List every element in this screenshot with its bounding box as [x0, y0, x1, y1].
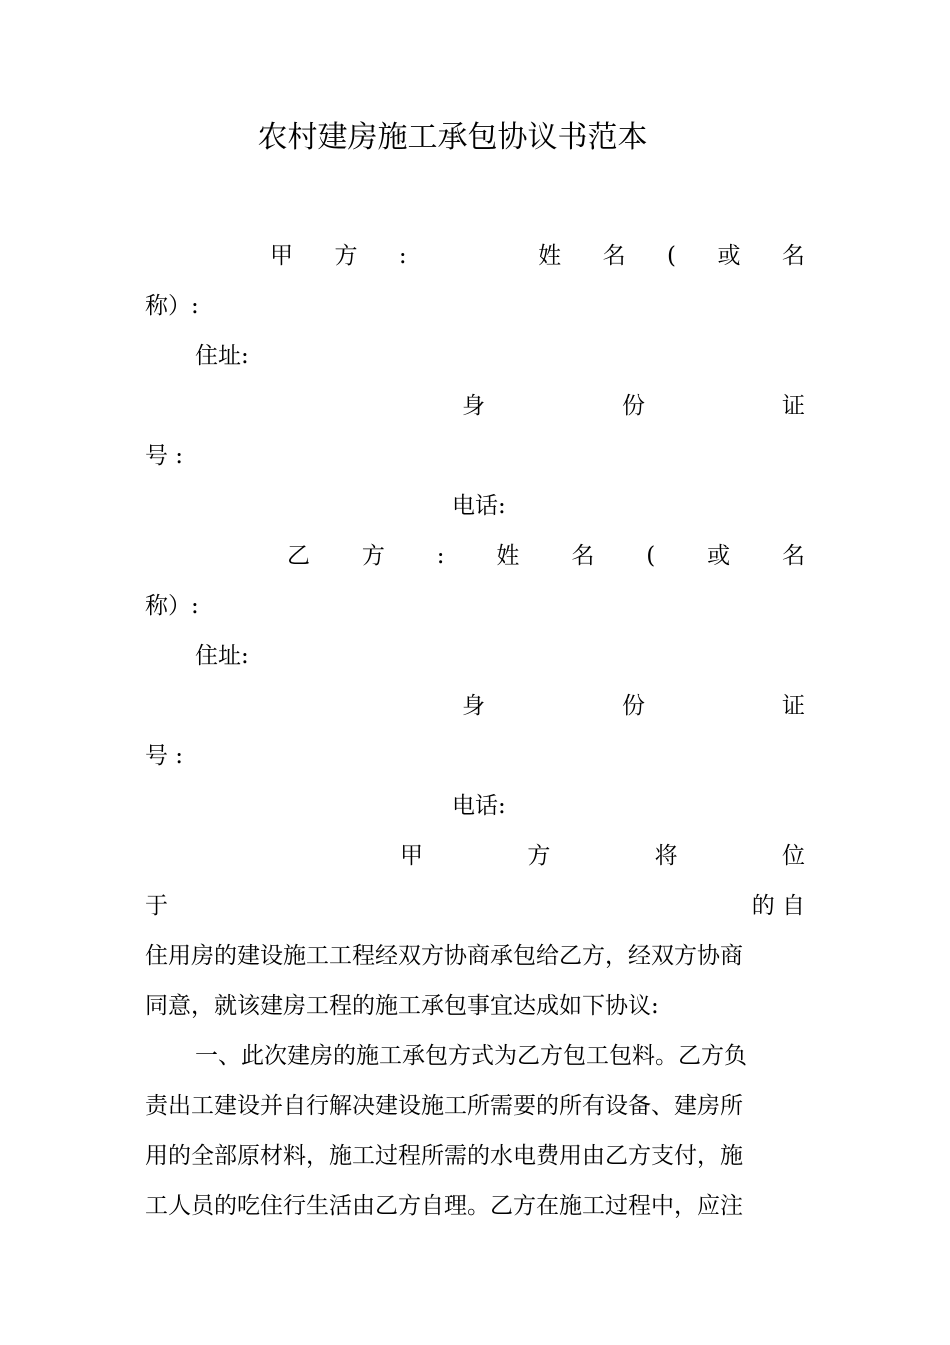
party-a-label-char: 甲 [270, 243, 293, 269]
party-a-name-char: 名 [602, 243, 626, 269]
intro-line-1 [400, 840, 805, 872]
party-b-name-char: 姓 [496, 543, 520, 569]
clause-1-line: 用的全部原材料，施工过程所需的水电费用由乙方支付，施 [145, 1143, 743, 1169]
party-b-paren: ( [646, 543, 656, 569]
party-a-name-line [270, 240, 805, 272]
intro-char: 位 [781, 843, 805, 869]
party-a-name-char: 或 [717, 243, 741, 269]
party-a-id-line [462, 390, 805, 422]
intro-char: 甲 [400, 843, 423, 869]
party-a-name-char: 名 [781, 243, 805, 269]
intro-line-2-left: 于 [145, 893, 168, 919]
clause-1-line: 一、此次建房的施工承包方式为乙方包工包料。乙方负 [195, 1043, 747, 1069]
party-b-label-char: 乙 [287, 543, 310, 569]
party-b-phone-label: 电话: [452, 793, 506, 819]
intro-line-4: 同意，就该建房工程的施工承包事宜达成如下协议: [145, 993, 659, 1019]
party-b-name-char: 名 [571, 543, 595, 569]
clause-1-line: 责出工建设并自行解决建设施工所需要的所有设备、建房所 [145, 1093, 743, 1119]
party-a-address-label: 住址: [195, 343, 249, 369]
document-title: 农村建房施工承包协议书范本 [257, 120, 648, 155]
party-a-name-cont: 称）: [145, 293, 199, 319]
party-a-paren: ( [667, 243, 676, 269]
party-b-name-cont: 称）: [145, 593, 199, 619]
intro-char: 将 [654, 843, 678, 869]
party-a-id-char: 身 [462, 393, 485, 419]
party-a-colon: : [398, 243, 407, 269]
party-b-name-line [287, 540, 805, 572]
party-b-id-char: 份 [622, 693, 645, 719]
party-a-id-cont: 号 : [145, 443, 184, 469]
party-a-id-char: 份 [622, 393, 645, 419]
party-b-id-char: 证 [782, 693, 805, 719]
intro-char: 方 [527, 843, 551, 869]
intro-line-3: 住用房的建设施工工程经双方协商承包给乙方，经双方协商 [145, 943, 743, 969]
party-a-phone-label: 电话: [452, 493, 506, 519]
clause-1-line: 工人员的吃住行生活由乙方自理。乙方在施工过程中，应注 [145, 1193, 743, 1219]
party-b-colon: : [436, 543, 445, 569]
party-a-name-char: 姓 [538, 243, 562, 269]
party-b-id-line [462, 690, 805, 722]
intro-line-2 [145, 890, 805, 922]
intro-line-2-right: 的 自 [751, 893, 805, 919]
party-a-id-char: 证 [782, 393, 805, 419]
party-b-id-cont: 号 : [145, 743, 184, 769]
party-b-id-char: 身 [462, 693, 485, 719]
party-b-name-char: 名 [781, 543, 805, 569]
party-a-label-char: 方 [334, 243, 358, 269]
party-b-address-label: 住址: [195, 643, 249, 669]
party-b-name-char: 或 [707, 543, 731, 569]
party-b-label-char: 方 [361, 543, 385, 569]
